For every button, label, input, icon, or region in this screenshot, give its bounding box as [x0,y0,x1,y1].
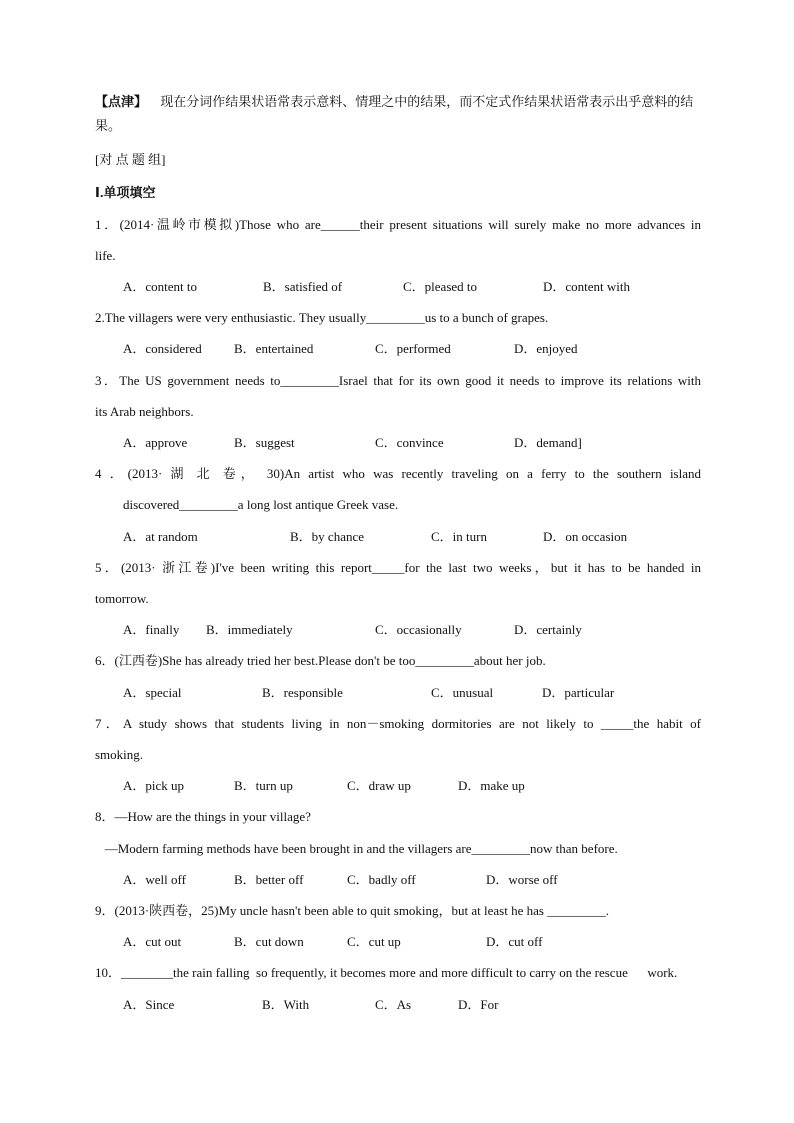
question-6-options [123,685,701,701]
option-d: D．certainly [514,622,582,637]
option-a: A．Since [123,997,175,1012]
question-7-line-1: 7．A study shows that students living in non－smoking dormitories are not likely to _____the habit of [95,716,701,731]
question-10-options [123,997,701,1013]
question-8-line-2: —Modern farming methods have been brought in and the villagers are_________now than before. [95,841,618,856]
option-c: C．As [375,997,412,1012]
question-4-options [123,529,701,545]
option-b: B．With [262,997,310,1012]
question-4-line-1: 4 ．(2013· 湖 北 卷， 30)An artist who was recently traveling on a ferry to the southern island [95,466,701,481]
note-text: 现在分词作结果状语常表示意料、情理之中的结果，而不定式作结果状语常表示出乎意料的结果。 [95,94,694,133]
question-6-line-1: 6．(江西卷)She has already tried her best.Please don't be too_________about her job. [95,653,546,668]
question-9-options [123,934,701,950]
option-c: C．unusual [431,685,494,700]
option-d: D．make up [458,778,525,793]
option-d: D．demand] [514,435,582,450]
option-a: A．considered [123,341,202,356]
option-c: C．pleased to [403,279,478,294]
group-title: [对 点 题 组] [95,152,166,167]
question-3-line-2: its Arab neighbors. [95,404,194,419]
question-9-line-1: 9．(2013·陕西卷，25)My uncle hasn't been able to quit smoking，but at least he has _________. [95,903,609,918]
option-d: D．particular [542,685,615,700]
option-b: B．better off [234,872,304,887]
question-5-line-2: tomorrow. [95,591,149,606]
note-paragraph [95,90,701,138]
option-d: D．on occasion [543,529,628,544]
question-3-line-1: 3．The US government needs to_________Israel that for its own good it needs to improve its relations with [95,373,701,388]
option-c: C．convince [375,435,444,450]
question-7-options [123,778,701,794]
question-2-options [123,341,701,357]
note-tag: 【点津】 [95,94,148,109]
option-b: B．turn up [234,778,293,793]
option-a: A．special [123,685,182,700]
option-c: C．performed [375,341,451,356]
option-a: A．content to [123,279,198,294]
section-title: Ⅰ.单项填空 [95,185,156,200]
option-d: D．content with [543,279,631,294]
option-a: A．at random [123,529,198,544]
option-b: B．satisfied of [263,279,343,294]
question-1-options [123,279,701,295]
option-b: B．cut down [234,934,304,949]
option-a: A．approve [123,435,188,450]
question-1-line-2: life. [95,248,116,263]
option-a: A．finally [123,622,180,637]
option-b: B．by chance [290,529,365,544]
option-d: D．cut off [486,934,543,949]
question-2-line-1: 2.The villagers were very enthusiastic. They usually_________us to a bunch of grapes. [95,310,549,325]
question-10-line-1: 10．________the rain falling so frequently, it becomes more and more difficult to carry on the rescue work. [95,965,678,980]
option-b: B．suggest [234,435,295,450]
question-7-line-2: smoking. [95,747,144,762]
question-3-options [123,435,701,451]
option-b: B．entertained [234,341,314,356]
question-5-line-1: 5．(2013· 浙江卷)I've been writing this report_____for the last two weeks，but it has to be handed in [95,560,701,575]
document-page [95,90,701,1012]
option-d: D．For [458,997,499,1012]
option-c: C．cut up [347,934,401,949]
question-8-options [123,872,701,888]
option-a: A．pick up [123,778,185,793]
option-a: A．cut out [123,934,182,949]
option-b: B．responsible [262,685,343,700]
option-a: A．well off [123,872,186,887]
option-b: B．immediately [206,622,293,637]
question-1-line-1: 1．(2014·温岭市模拟)Those who are______their present situations will surely make no more advances in [95,217,701,232]
option-d: D．worse off [486,872,558,887]
option-d: D．enjoyed [514,341,578,356]
option-c: C．draw up [347,778,411,793]
option-c: C．badly off [347,872,416,887]
question-8-line-1: 8．—How are the things in your village? [95,809,311,824]
question-5-options [123,622,701,638]
option-c: C．occasionally [375,622,462,637]
option-c: C．in turn [431,529,487,544]
question-4-line-2: discovered_________a long lost antique Greek vase. [123,497,399,512]
